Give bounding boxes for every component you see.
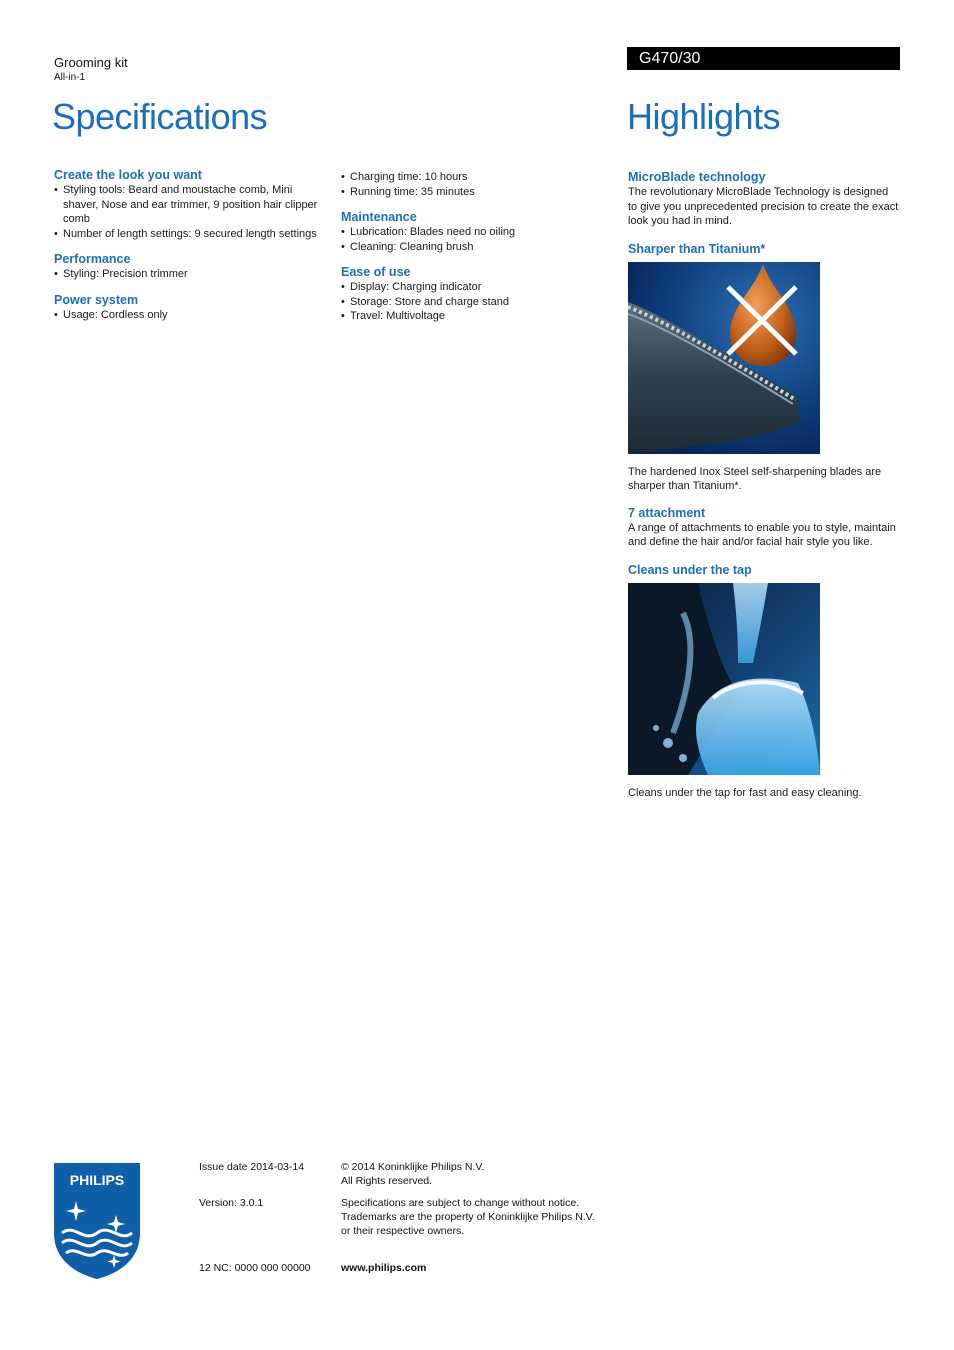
rights-line: All Rights reserved.: [341, 1175, 433, 1187]
spec-section: [341, 170, 591, 199]
highlight-attachment: [628, 506, 900, 550]
spec-item: • Storage: Store and charge stand: [341, 295, 591, 310]
spec-item: • Number of length settings: 9 secured length settings: [54, 227, 324, 242]
product-subtitle: All-in-1: [54, 72, 86, 83]
highlight-tap: [628, 563, 900, 801]
spec-item: • Display: Charging indicator: [341, 280, 591, 295]
spec-section-title: Ease of use: [341, 265, 411, 279]
highlight-text: The revolutionary MicroBlade Technology is designed to give you unprecedented precision to create the exact look you had in mind.: [628, 186, 899, 227]
highlight-title: Sharper than Titanium*: [628, 241, 766, 256]
issue-date: Issue date 2014-03-14: [199, 1161, 305, 1173]
highlight-titanium: [628, 242, 900, 494]
nc-number: 12 NC: 0000 000 00000: [199, 1262, 311, 1274]
highlight-title: 7 attachment: [628, 505, 706, 520]
spec-section-title: Create the look you want: [54, 168, 202, 182]
spec-item: • Usage: Cordless only: [54, 308, 324, 323]
water-tap-image: [628, 583, 820, 775]
philips-logo-wordmark: PHILIPS: [69, 1172, 125, 1188]
spec-item: • Travel: Multivoltage: [341, 309, 591, 324]
version: Version: 3.0.1: [199, 1197, 264, 1209]
spec-item: • Running time: 35 minutes: [341, 185, 591, 200]
product-name: Grooming kit: [54, 55, 128, 70]
notice-line: Specifications are subject to change without notice.: [341, 1197, 580, 1209]
notice-line: or their respective owners.: [341, 1225, 465, 1237]
spec-section: [54, 252, 324, 282]
model-number: G470/30: [627, 47, 900, 70]
highlights-title: Highlights: [627, 96, 781, 137]
spec-item: • Charging time: 10 hours: [341, 170, 591, 185]
notice-line: Trademarks are the property of Koninklijke Philips N.V.: [341, 1211, 595, 1223]
highlight-caption: Cleans under the tap for fast and easy cleaning.: [628, 786, 862, 799]
spec-section-title: Performance: [54, 252, 131, 266]
spec-section-title: Power system: [54, 292, 139, 307]
spec-section: [341, 265, 591, 324]
website-link[interactable]: www.philips.com: [341, 1262, 427, 1274]
blade-oil-image: [628, 262, 820, 454]
highlight-title: Cleans under the tap: [628, 562, 752, 577]
spec-item: • Styling: Precision trimmer: [54, 267, 324, 282]
highlight-title: MicroBlade technology: [628, 170, 766, 184]
specs-column-1: [54, 168, 324, 333]
specifications-title: Specifications: [52, 96, 268, 137]
highlight-microblade: [628, 170, 900, 229]
specs-column-2: [341, 170, 591, 335]
highlight-text: A range of attachments to enable you to style, maintain and define the hair and/or facial hair style you like.: [628, 521, 896, 548]
spec-item: • Cleaning: Cleaning brush: [341, 240, 591, 255]
spec-item: • Lubrication: Blades need no oiling: [341, 225, 591, 240]
copyright-line: © 2014 Koninklijke Philips N.V.: [341, 1161, 485, 1173]
spec-section: [54, 293, 324, 323]
spec-item: • Styling tools: Beard and moustache comb, Mini shaver, Nose and ear trimmer, 9 position hair clipper comb: [54, 183, 324, 227]
spec-section-title: Maintenance: [341, 210, 417, 224]
highlight-caption: The hardened Inox Steel self-sharpening blades are sharper than Titanium*.: [628, 465, 882, 492]
philips-logo: [54, 1163, 140, 1279]
spec-section: [341, 210, 591, 254]
spec-section: [54, 168, 324, 241]
highlights-column: [628, 170, 900, 800]
